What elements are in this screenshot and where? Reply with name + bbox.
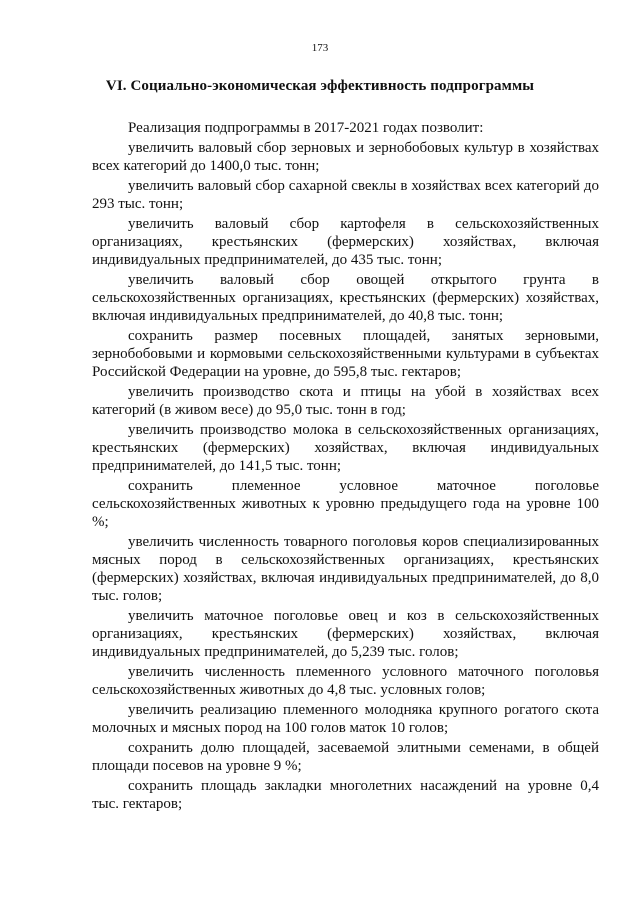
goal-item: сохранить площадь закладки многолетних насаждений на уровне 0,4 тыс. гектаров; bbox=[92, 778, 599, 812]
goals-list bbox=[92, 139, 599, 815]
goal-item: сохранить племенное условное маточное поголовье сельскохозяйственных животных к уровню предыдущего года на уровне 100 %; bbox=[92, 478, 599, 530]
goal-item: сохранить долю площадей, засеваемой элитными семенами, в общей площади посевов на уровне 9 %; bbox=[92, 740, 599, 774]
goal-item: увеличить валовый сбор овощей открытого грунта в сельскохозяйственных организациях, крестьянских (фермерских) хозяйствах, включая индивидуальных предпринимателей, до 40,8 тыс. тонн; bbox=[92, 272, 599, 324]
goal-item: увеличить маточное поголовье овец и коз в сельскохозяйственных организациях, крестьянских (фермерских) хозяйствах, включая индивидуальных предпринимателей, до 5,239 тыс. голов; bbox=[92, 608, 599, 660]
intro-paragraph: Реализация подпрограммы в 2017-2021 годах позволит: bbox=[128, 120, 484, 136]
goal-item: сохранить размер посевных площадей, занятых зерновыми, зернобобовыми и кормовыми сельскохозяйственными культурами в субъектах Российской Федерации на уровне, до 595,8 тыс. гектаров; bbox=[92, 328, 599, 380]
section-title: VI. Социально-экономическая эффективность подпрограммы bbox=[105, 78, 535, 94]
page-number: 173 bbox=[311, 42, 329, 54]
goal-item: увеличить производство скота и птицы на убой в хозяйствах всех категорий (в живом весе) до 95,0 тыс. тонн в год; bbox=[92, 384, 599, 418]
goal-item: увеличить валовый сбор зерновых и зернобобовых культур в хозяйствах всех категорий до 1400,0 тыс. тонн; bbox=[92, 140, 599, 174]
goal-item: увеличить численность племенного условного маточного поголовья сельскохозяйственных животных до 4,8 тыс. условных голов; bbox=[92, 664, 599, 698]
goal-item: увеличить валовый сбор картофеля в сельскохозяйственных организациях, крестьянских (фермерских) хозяйствах, включая индивидуальных предпринимателей, до 435 тыс. тонн; bbox=[92, 216, 599, 268]
goal-item: увеличить производство молока в сельскохозяйственных организациях, крестьянских (фермерских) хозяйствах, включая индивидуальных предпринимателей, до 141,5 тыс. тонн; bbox=[92, 422, 599, 474]
goal-item: увеличить численность товарного поголовья коров специализированных мясных пород в сельскохозяйственных организациях, крестьянских (фермерских) хозяйствах, включая индивидуальных предпринимателей, до 8,0 тыс. голов; bbox=[92, 534, 599, 604]
goal-item: увеличить валовый сбор сахарной свеклы в хозяйствах всех категорий до 293 тыс. тонн; bbox=[92, 178, 599, 212]
goal-item: увеличить реализацию племенного молодняка крупного рогатого скота молочных и мясных пород на 100 голов маток 10 голов; bbox=[92, 702, 599, 736]
